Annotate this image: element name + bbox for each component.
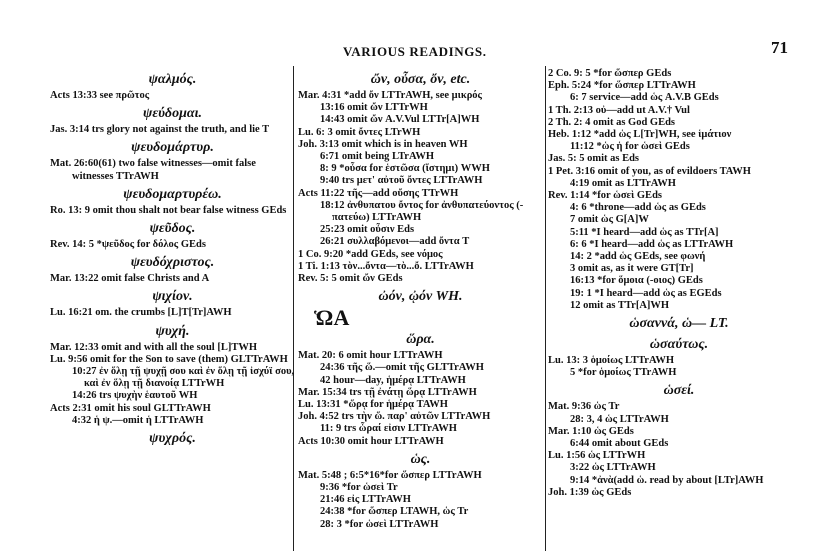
reading-text: omit of you, as of evildoers TAWH: [597, 165, 751, 177]
verse-reference: 21:46: [320, 494, 345, 506]
reading-text: omit for the Son to save (them) GLTTrAWH: [89, 353, 288, 365]
reading-entry: [50, 415, 295, 427]
verse-reference: 26:21: [320, 236, 345, 248]
reading-text: *I heard—add ὡς as EGEds: [594, 287, 722, 299]
verse-reference: 19: 1: [570, 287, 592, 299]
reading-text: trs τῇ ἐνάτῃ ὥρᾳ LTTrAWH: [349, 386, 477, 398]
reading-text: omit as God GEds: [593, 116, 676, 128]
verse-reference: 3: [570, 263, 576, 275]
reading-entry: [298, 387, 543, 399]
reading-text: *I heard—add ὡς as LTTrAWH: [589, 238, 734, 250]
verse-reference: 4:32: [72, 414, 92, 426]
column-3: [548, 68, 810, 551]
reading-text: omit as, as it were GT[Tr]: [577, 263, 694, 275]
reading-entry: [548, 288, 810, 300]
reading-entry: [50, 390, 295, 402]
reading-text: *for ὡσεὶ Tr: [341, 482, 398, 494]
reading-text: *for ὁμοίως TTrAWH: [577, 367, 677, 379]
verse-reference: 11: 9: [320, 423, 342, 435]
verse-reference: Jas. 3:14: [50, 124, 90, 136]
column-2: [298, 68, 543, 551]
verse-reference: Lu. 13:31: [298, 399, 341, 411]
verse-reference: Mat. 26:60(61): [50, 158, 116, 170]
reading-entry: [548, 263, 810, 275]
verse-reference: Acts 10:30: [298, 435, 345, 447]
headword: ψιχίον.: [152, 289, 193, 305]
reading-text: omit hour LTTrAWH: [346, 350, 443, 362]
reading-entry: [50, 403, 295, 415]
reading-text: ὁμοίως LTTrAWH: [590, 355, 675, 367]
verse-reference: 28: 3: [320, 518, 342, 530]
reading-text: *add ὡς L[Tr]WH, see ἱμάτιον: [593, 129, 732, 141]
verse-reference: 7: [570, 214, 576, 226]
reading-text: see πρῶτος: [99, 90, 150, 101]
headword: ὥρα.: [406, 332, 435, 348]
verse-reference: Mar. 15:34: [298, 386, 347, 398]
verse-reference: 1 Th. 2:13: [548, 104, 594, 116]
reading-entry: [298, 90, 543, 102]
reading-text: ὡς LTTrAWH: [591, 462, 656, 474]
reading-entry: [298, 127, 543, 139]
reading-text: omit being LTrAWH: [341, 151, 435, 163]
reading-entry: [298, 399, 543, 411]
reading-entry: [548, 239, 810, 251]
verse-reference: 28: 3, 4: [570, 413, 603, 425]
reading-entry: [548, 129, 810, 141]
reading-entry: [548, 202, 810, 214]
reading-entry: [50, 307, 295, 319]
reading-text: *for ὥσπερ LTTrAWH: [593, 80, 696, 92]
verse-reference: Mat. 5:48: [298, 469, 342, 481]
reading-text: *I heard—add ὡς as TTr[A]: [591, 226, 719, 238]
reading-entry: [298, 519, 543, 531]
running-head: VARIOUS READINGS.: [343, 44, 487, 59]
reading-text: ὡς LTTrWH: [587, 450, 646, 462]
reading-text: οὐ—add ut A.V.† Vul: [595, 104, 690, 116]
verse-reference: 1 Pet. 3:16: [548, 165, 595, 177]
verse-reference: Rev. 5: 5: [298, 273, 337, 285]
reading-text: trs ὧραί εἰσιν LTTrAWH: [343, 423, 457, 435]
reading-entry: [50, 239, 295, 251]
verse-reference: 3:22: [570, 462, 590, 474]
verse-reference: 13:16: [320, 102, 345, 114]
reading-text: trs τὴν ὥ. παρ' αὐτῶν LTTrAWH: [341, 411, 491, 423]
verse-reference: 9:40: [320, 175, 340, 187]
verse-reference: Mar. 12:33: [50, 341, 99, 353]
reading-entry: [548, 80, 810, 92]
verse-reference: 1 Ti. 1:13: [298, 260, 340, 272]
verse-reference: 9:36: [320, 482, 340, 494]
reading-entry: [548, 300, 810, 312]
verse-reference: Mat. 20: 6: [298, 350, 344, 362]
reading-entry: [298, 236, 543, 248]
reading-text: *ὡς ἡ for ὡσεὶ GEds: [596, 141, 690, 153]
reading-entry: [298, 470, 543, 482]
reading-entry: [298, 261, 543, 273]
reading-entry: [548, 214, 810, 226]
reading-text: omit hour LTTrAWH: [347, 435, 444, 447]
verse-reference: 9:14: [570, 474, 590, 486]
reading-entry: [298, 151, 543, 163]
reading-text: *for ὥσπερ LTAWH, ὡς Tr: [347, 506, 469, 518]
reading-text: om. the crumbs [L]T[Tr]AWH: [95, 307, 232, 319]
verse-reference: Lu. 1:56: [548, 450, 586, 462]
reading-text: ἡ ψ.—omit ἡ LTTrAWH: [93, 414, 204, 426]
reading-entry: [50, 90, 295, 102]
reading-text: omit ὤν GEds: [339, 273, 403, 285]
verse-reference: 6:71: [320, 151, 340, 163]
reading-entry: [298, 249, 543, 261]
reading-entry: [548, 153, 810, 165]
reading-text: *ψεῦδος for δόλος GEds: [96, 239, 206, 251]
reading-entry: [298, 350, 543, 362]
reading-entry: [548, 166, 810, 178]
reading-entry: [548, 462, 810, 474]
reading-text: *for ὥσπερ GEds: [593, 68, 672, 79]
reading-entry: [548, 251, 810, 263]
verse-reference: Rev. 14: 5: [50, 239, 95, 251]
verse-reference: Acts 11:22: [298, 187, 345, 199]
verse-reference: 14:26: [72, 390, 97, 402]
verse-reference: 14: 2: [570, 251, 592, 263]
reading-entry: [298, 114, 543, 126]
reading-text: omit about GEds: [591, 438, 669, 450]
reading-text: ἀνθυπατου ὄντος for ἀνθυπατεύοντος (-πατεύω) LTTrAWH: [332, 199, 524, 224]
reading-entry: [50, 342, 295, 354]
headword: ὠόν, ᾠόν WH.: [378, 289, 463, 305]
verse-reference: 24:38: [320, 506, 345, 518]
reading-entry: [548, 68, 810, 80]
headword: ὡσαννά, ὡ— LT.: [629, 316, 729, 332]
reading-entry: [548, 105, 810, 117]
reading-entry: [298, 411, 543, 423]
verse-reference: 2 Co. 9: 5: [548, 68, 591, 79]
reading-text: *ἀνὰ(add ὡ. read by about [LTr]AWH: [591, 474, 764, 486]
headword: ψαλμός.: [148, 72, 197, 87]
reading-text: *for ὡσεὶ GEds: [592, 190, 662, 202]
verse-reference: Joh. 3:13: [298, 138, 339, 150]
verse-reference: 8: 9: [320, 163, 337, 175]
verse-reference: 24:36: [320, 362, 345, 374]
verse-reference: Heb. 1:12: [548, 129, 592, 141]
reading-text: ὡς GEds: [591, 486, 632, 498]
reading-entry: [298, 175, 543, 187]
verse-reference: Mat. 9:36: [548, 401, 592, 413]
verse-reference: 11:12: [570, 141, 594, 153]
reading-text: ὡς Tr: [593, 401, 620, 413]
column-rule: [545, 66, 546, 551]
reading-text: omit thou shalt not bear false witness GEds: [92, 204, 287, 216]
reading-entry: [298, 273, 543, 285]
headword: ψυχρός.: [149, 431, 196, 447]
reading-text: συλλαβόμενοι—add ὄντα T: [347, 236, 470, 248]
reading-text: omit false Christs and A: [101, 273, 210, 285]
reading-entry: [298, 482, 543, 494]
reading-entry: [548, 92, 810, 104]
reading-text: τὸν...ὄντα—τὸ...ὄ. LTTrAWH: [342, 260, 474, 272]
verse-reference: Lu. 16:21: [50, 307, 93, 319]
reading-entry: [548, 275, 810, 287]
reading-text: omit οὖσιν Eds: [347, 224, 415, 236]
reading-entry: [298, 362, 543, 374]
omega-glyph: ὩΑ: [314, 305, 350, 331]
verse-reference: 16:13: [570, 275, 595, 287]
verse-reference: 14:43: [320, 114, 345, 126]
reading-text: omit ὤν LTTrWH: [347, 102, 428, 114]
headword: ψευδομαρτυρέω.: [123, 186, 222, 202]
reading-entry: [50, 124, 295, 136]
page-number: 71: [771, 38, 788, 57]
verse-reference: 6:44: [570, 438, 590, 450]
reading-text: ὡς LTTrAWH: [605, 413, 669, 425]
reading-entry: [548, 227, 810, 239]
reading-text: trs glory not against the truth, and lie T: [91, 124, 270, 136]
reading-text: *οὖσα for ἑστῶσα (ἵστημι) WWH: [339, 163, 490, 175]
verse-reference: 10:27: [72, 366, 97, 378]
verse-reference: 5: [570, 367, 576, 379]
verse-reference: Joh. 1:39: [548, 486, 589, 498]
reading-text: *add ὄν LTTrAWH, see μικρός: [343, 90, 482, 101]
reading-text: *add ὡς GEds, see φωνή: [594, 251, 706, 263]
reading-entry: [548, 475, 810, 487]
reading-text: trs ψυχὴν ἑαυτοῦ WH: [99, 390, 198, 402]
reading-entry: [548, 401, 810, 413]
verse-reference: Lu. 9:56: [50, 353, 88, 365]
reading-entry: [548, 178, 810, 190]
reading-entry: [548, 450, 810, 462]
reading-text: omit as Eds: [587, 153, 640, 165]
verse-reference: Acts 13:33: [50, 90, 97, 101]
verse-reference: 12: [570, 299, 581, 311]
reading-text: hour—day, ἡμέρᾳ LTTrAWH: [333, 374, 466, 386]
reading-text: *throne—add ὡς as GEds: [589, 202, 706, 214]
reading-entry: [548, 426, 810, 438]
reading-text: omit which is in heaven WH: [341, 138, 468, 150]
reading-entry: [298, 423, 543, 435]
verse-reference: 2 Th. 2: 4: [548, 116, 591, 128]
reading-text: omit as LTTrAWH: [591, 177, 676, 189]
reading-text: *ὥρᾳ for ἡμέρᾳ TAWH: [343, 399, 448, 411]
verse-reference: 4: 6: [570, 202, 587, 214]
verse-reference: Lu. 13: 3: [548, 355, 588, 367]
reading-entry: [298, 375, 543, 387]
verse-reference: 1 Co. 9:20: [298, 248, 344, 260]
reading-entry: [548, 367, 810, 379]
verse-reference: Acts 2:31: [50, 402, 92, 414]
reading-text: omit ὤν A.V.Vul LTTr[A]WH: [347, 114, 480, 126]
column-1: [50, 68, 295, 551]
reading-entry: [298, 224, 543, 236]
headword: ὡσεί.: [663, 383, 695, 399]
verse-reference: 6: 7: [570, 92, 587, 104]
reading-entry: [548, 487, 810, 499]
reading-entry: [298, 163, 543, 175]
verse-reference: 25:23: [320, 224, 345, 236]
verse-reference: Mar. 1:10: [548, 425, 592, 437]
headword: ὤν, οὖσα, ὄν, etc.: [370, 72, 471, 87]
headword: ψευδομάρτυρ.: [131, 140, 214, 156]
reading-entry: [298, 200, 543, 224]
headword: ψεῦδος.: [149, 221, 196, 237]
reading-entry: [50, 273, 295, 285]
headword: ψυχή.: [155, 323, 190, 339]
reading-text: τῆς—add οὔσης TTrWH: [347, 187, 459, 199]
verse-reference: Lu. 6: 3: [298, 126, 333, 138]
reading-text: trs μετ' αὐτοῦ ὄντες LTTrAWH: [341, 175, 483, 187]
reading-entry: [298, 436, 543, 448]
reading-text: *add GEds, see νόμος: [345, 248, 443, 260]
reading-entry: [298, 506, 543, 518]
headword: ὡσαύτως.: [649, 337, 709, 353]
reading-text: omit ὄντες LTrWH: [335, 126, 421, 138]
reading-entry: [50, 205, 295, 217]
reading-entry: [50, 158, 295, 182]
reading-text: ἐν ὅλῃ τῇ ψυχῇ σου καὶ ἐν ὅλῃ τῇ ἰσχύϊ σου, καὶ ἐν ὅλῃ τῇ διανοίᾳ LTTrWH: [84, 366, 295, 390]
verse-reference: 5:11: [570, 226, 589, 238]
verse-reference: Jas. 5: 5: [548, 153, 585, 165]
reading-entry: [50, 354, 295, 366]
reading-entry: [50, 366, 295, 390]
reading-text: *for ὅμοια (-οιος) GEds: [597, 275, 703, 287]
reading-text: omit as TTr[A]WH: [583, 299, 670, 311]
reading-text: omit ὡς G[A]W: [577, 214, 649, 226]
verse-reference: Rev. 1:14: [548, 190, 590, 202]
reading-entry: [548, 117, 810, 129]
headword: ψεύδομαι.: [142, 106, 203, 122]
reading-entry: [298, 102, 543, 114]
headword: ὡς.: [410, 451, 431, 467]
reading-entry: [548, 190, 810, 202]
headword: ψευδόχριστος.: [130, 255, 215, 271]
reading-text: two false witnesses—omit false witnesses TTrAWH: [72, 158, 256, 182]
reading-entry: [298, 188, 543, 200]
reading-text: omit and with all the soul [L]TWH: [101, 341, 258, 353]
reading-text: τῆς ὥ.—omit τῆς GLTTrAWH: [347, 362, 484, 374]
verse-reference: 6: 6: [570, 238, 587, 250]
verse-reference: Joh. 4:52: [298, 411, 339, 423]
verse-reference: Mar. 13:22: [50, 273, 99, 285]
reading-text: service—add ὡς A.V.B GEds: [589, 92, 719, 104]
verse-reference: 4:19: [570, 177, 590, 189]
reading-entry: [548, 414, 810, 426]
reading-text: ὡς GEds: [593, 425, 634, 437]
reading-text: *for ὡσεὶ LTTrAWH: [344, 518, 439, 530]
reading-entry: [298, 494, 543, 506]
reading-text: ; 6:5*16*for ὥσπερ LTTrAWH: [343, 469, 482, 481]
verse-reference: Mar. 4:31: [298, 90, 342, 101]
reading-entry: [298, 139, 543, 151]
reading-entry: [548, 438, 810, 450]
verse-reference: 42: [320, 374, 331, 386]
reading-entry: [548, 141, 810, 153]
reading-entry: [548, 355, 810, 367]
reading-text: omit his soul GLTTrAWH: [94, 402, 211, 414]
verse-reference: Ro. 13: 9: [50, 204, 90, 216]
verse-reference: 18:12: [320, 199, 345, 211]
verse-reference: Eph. 5:24: [548, 80, 592, 92]
reading-text: εἰς LTTrAWH: [347, 494, 411, 506]
